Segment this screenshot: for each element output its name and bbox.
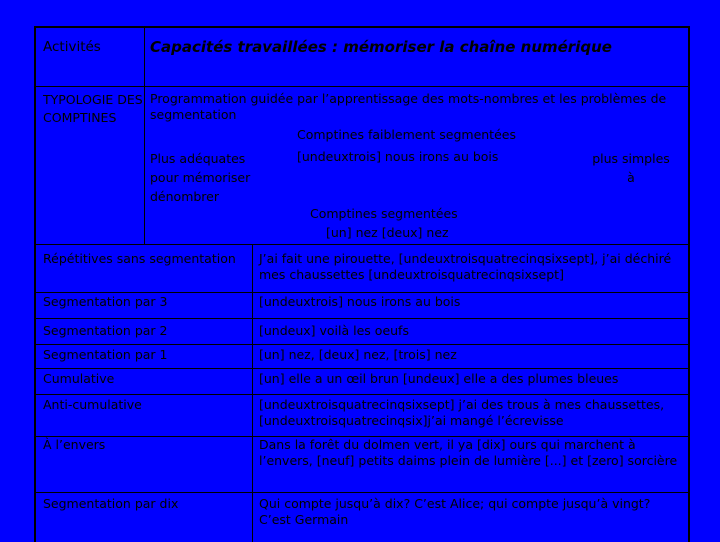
segmented-example: [un] nez [deux] nez [326, 225, 449, 240]
row-activity: Segmentation par 1 [43, 347, 168, 362]
row-example: [undeuxtrois] nous irons au bois [259, 294, 461, 309]
segmented-title: Comptines segmentées [310, 206, 458, 221]
weak-segmented-example: [undeuxtrois] nous irons au bois [297, 149, 499, 164]
row-activity: Anti-cumulative [43, 397, 142, 412]
row-divider [36, 292, 688, 293]
weak-segmented-title: Comptines faiblement segmentées [297, 127, 516, 142]
typology-divider [36, 244, 688, 245]
row-example: [un] nez, [deux] nez, [trois] nez [259, 347, 457, 362]
row-divider [36, 394, 688, 395]
row-example: J’ai fait une pirouette, [undeuxtroisquatrecinqsixsept], j’ai déchiré mes chaussettes [undeuxtroisquatrecinqsixsept] [259, 251, 672, 282]
row-divider [36, 492, 688, 493]
row-activity: Segmentation par 3 [43, 294, 168, 309]
row-activity: Segmentation par dix [43, 496, 179, 511]
row-activity: Répétitives sans segmentation [43, 251, 236, 266]
row-activity: Segmentation par 2 [43, 323, 168, 338]
right-note: plus simples à [592, 151, 670, 185]
column-divider [144, 28, 145, 244]
left-note: Plus adéquates pour mémoriser dénombrer [150, 151, 251, 204]
row-divider [36, 344, 688, 345]
typology-label: TYPOLOGIE DES COMPTINES [43, 92, 143, 125]
column-divider [252, 244, 253, 542]
typology-title: Programmation guidée par l’apprentissage des mots-nombres et les problèmes de segmentation [150, 91, 667, 122]
header-divider [36, 86, 688, 87]
header-activities: Activités [43, 39, 101, 55]
header-capacities: Capacités travaillées : mémoriser la chaîne numérique [150, 38, 612, 56]
row-activity: Cumulative [43, 371, 115, 386]
row-divider [36, 368, 688, 369]
row-example: Dans la forêt du dolmen vert, il ya [dix] ours qui marchent à l’envers, [neuf] petits daims plein de lumière [...] et [zero] sorcière [259, 437, 678, 468]
row-activity: À l’envers [43, 437, 106, 452]
row-example: [un] elle a un œil brun [undeux] elle a des plumes bleues [259, 371, 619, 386]
row-example: [undeux] voilà les oeufs [259, 323, 409, 338]
row-divider [36, 318, 688, 319]
row-example: Qui compte jusqu’à dix? C’est Alice; qui compte jusqu’à vingt? C’est Germain [259, 496, 651, 527]
row-example: [undeuxtroisquatrecinqsixsept] j’ai des trous à mes chaussettes, [undeuxtroisquatrecinqsix]j’ai mangé l’écrevisse [259, 397, 665, 428]
